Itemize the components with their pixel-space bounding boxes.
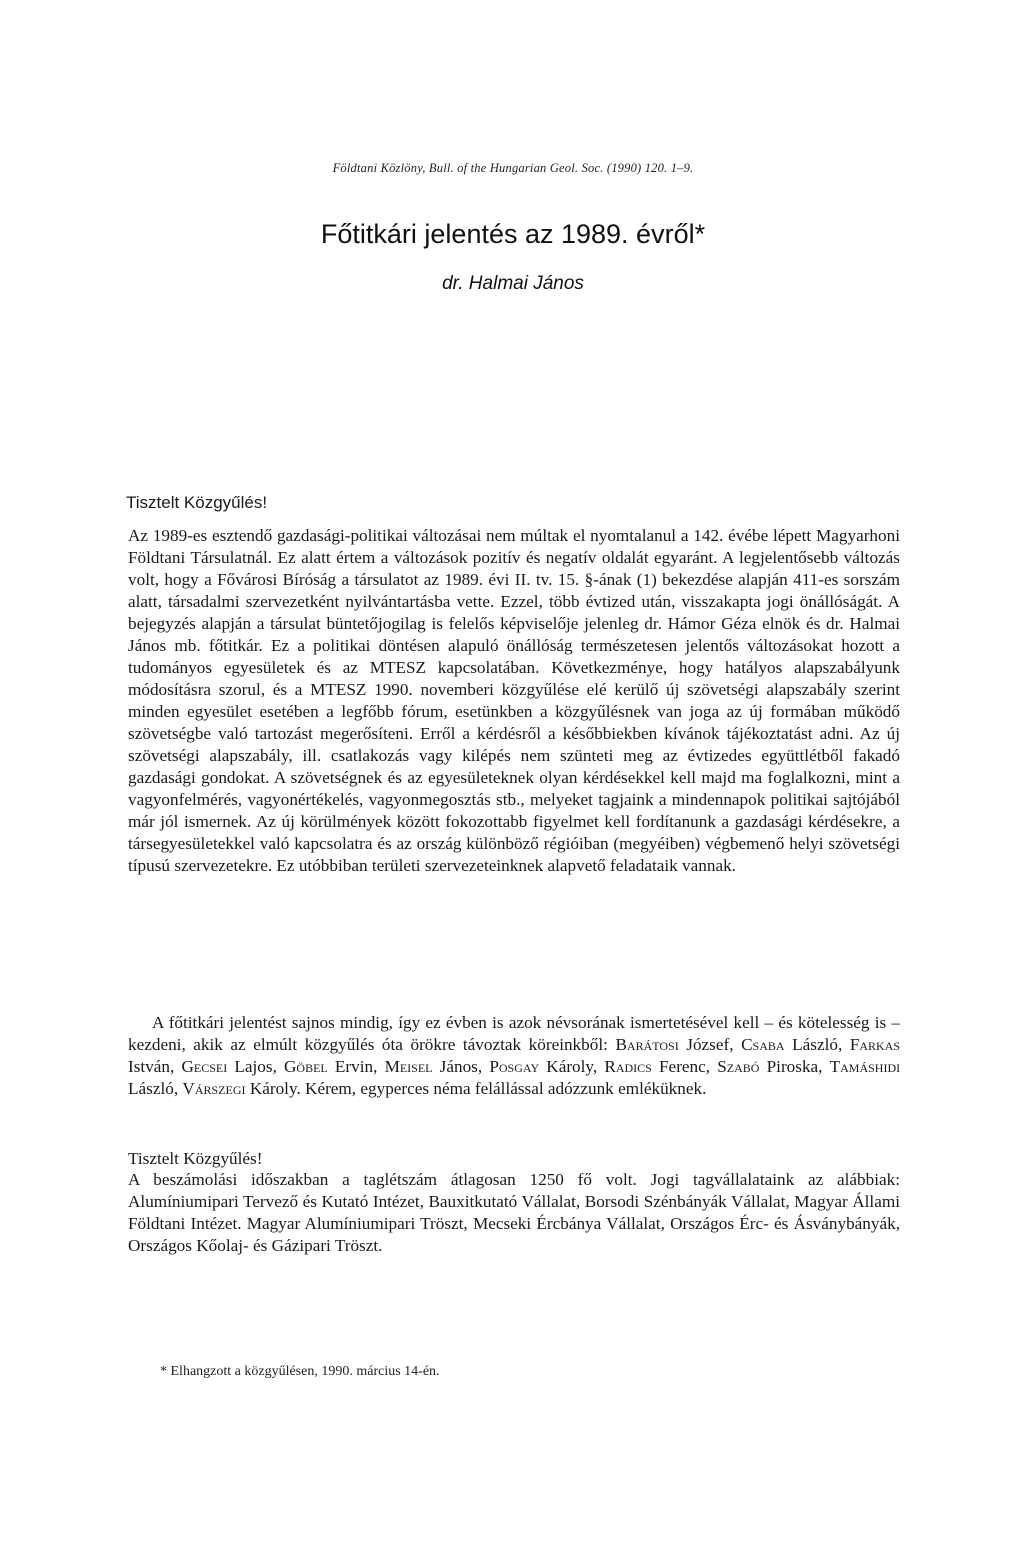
article-title: Főtitkári jelentés az 1989. évről* <box>320 219 706 249</box>
deceased-surname: Posgay <box>489 1057 540 1076</box>
deceased-given-name: Ervin <box>334 1057 374 1076</box>
deceased-names-list: Barátosi József, Csaba László, Farkas István, Gecsei Lajos, Göbel Ervin, Meisel János, Posgay Károly, Radics Ferenc, Szabó Piroska, Tamáshidi László, Várszegi Károly. <box>128 1035 901 1098</box>
deceased-given-name: János <box>439 1057 478 1076</box>
deceased-surname: Várszegi <box>182 1079 246 1098</box>
deceased-surname: Meisel <box>384 1057 433 1076</box>
author-name: dr. Halmai János <box>442 273 584 294</box>
deceased-surname: Barátosi <box>615 1035 679 1054</box>
deceased-given-name: László <box>792 1035 838 1054</box>
paragraph-political-changes: Az 1989-es esztendő gazdasági-politikai változásai nem múltak el nyomtalanul a 142. évébe lépett Magyarhoni Földtani Társulatnál. Ez alatt értem a változások pozitív és negatív oldalát egyaránt. A legjelentősebb változás volt, hogy a Fővárosi Bíróság a társulatot az 1989. évi II. tv. 15. §-ának (1) bekezdése alapján 411-es sorszám alatt, társadalmi szervezetként nyilvántartásba vette. Ezzel, több évtized után, visszakapta jogi önállóságát. A bejegyzés alapján a társulat büntetőjogilag is felelős képviselője jelenleg dr. Hámor Géza elnök és dr. Halmai János mb. főtitkár. Ez a politikai döntésen alapuló önállóság természetesen jelentős változásokat hozott a tudományos egyesületek és az MTESZ kapcsolatában. Következménye, hogy hatályos alapszabályunk módosításra szorul, és a MTESZ 1990. novemberi közgyűlése elé kerülő új szövetségi alapszabály szerint minden egyesület esetében a legfőbb fórum, esetünkben a közgyűlésnek van joga az új formában működő szövetségbe való tartozást megerősíteni. Erről a kérdésről a későbbiekben kívánok tájékoztatást adni. Az új szövetségi alapszabály, ill. csatlakozás vagy kilépés nem szünteti meg az évtizedes együttlétből fakadó gazdasági gondokat. A szövetségnek és az egyesületeknek olyan kérdésekkel kell majd ma foglalkozni, mint a vagyonfelmérés, vagyonértékelés, vagyonmegosztás stb., melyeket tagjaink a mindennapok politikai sajtójából már jól ismernek. Az új körülmények között fokozottabb figyelmet kell fordítanunk a gazdasági kérdésekre, a társegyesületekkel való kapcsolatra és az ország különböző régióiban (megyéiben) végbemenő helyi szövetségi típusú szervezetekre. Ez utóbbiban területi szervezeteinknek alapvető feladataik vannak. <box>128 526 900 875</box>
deceased-given-name: István <box>128 1057 171 1076</box>
deceased-given-name: József <box>686 1035 730 1054</box>
deceased-surname: Tamáshidi <box>829 1057 901 1076</box>
greeting-second: Tisztelt Közgyűlés! <box>128 1149 263 1168</box>
greeting-first: Tisztelt Közgyűlés! <box>126 493 268 512</box>
deceased-surname: Gecsei <box>181 1057 228 1076</box>
deceased-surname: Szabó <box>717 1057 760 1076</box>
obituary-closing: Kérem, egyperces néma felállással adózzunk emléküknek. <box>305 1079 707 1098</box>
deceased-surname: Radics <box>604 1057 652 1076</box>
deceased-given-name: Károly <box>249 1079 297 1098</box>
paragraph-membership: A beszámolási időszakban a taglétszám átlagosan 1250 fő volt. Jogi tagvállalataink az alábbiak: Alumíniumipari Tervező és Kutató Intézet, Bauxitkutató Vállalat, Borsodi Szénbányák Vállalat, Magyar Állami Földtani Intézet. Magyar Alumíniumipari Tröszt, Mecseki Ércbánya Vállalat, Országos Érc- és Ásványbányák, Országos Kőolaj- és Gázipari Tröszt. <box>128 1170 900 1255</box>
deceased-given-name: Lajos <box>234 1057 273 1076</box>
footnote: * Elhangzott a közgyűlésen, 1990. március 14-én. <box>160 1364 440 1379</box>
deceased-given-name: Károly <box>546 1057 593 1076</box>
deceased-given-name: Piroska <box>766 1057 819 1076</box>
deceased-surname: Farkas <box>849 1035 901 1054</box>
deceased-surname: Csaba <box>741 1035 785 1054</box>
deceased-given-name: Ferenc <box>659 1057 706 1076</box>
paragraph-obituary <box>128 1012 900 1100</box>
running-head: Földtani Közlöny, Bull. of the Hungarian Geol. Soc. (1990) 120. 1–9. <box>332 161 694 175</box>
deceased-surname: Göbel <box>284 1057 328 1076</box>
obituary-intro: A főtitkári jelentést sajnos mindig, így ez évben is azok névsorának ismertetésével kell – és kötelesség is – kezdeni, akik az elmúlt közgyűlés óta örökre távoztak köreinkből: <box>128 1013 900 1054</box>
journal-page <box>123 0 903 1542</box>
deceased-given-name: László <box>128 1079 174 1098</box>
